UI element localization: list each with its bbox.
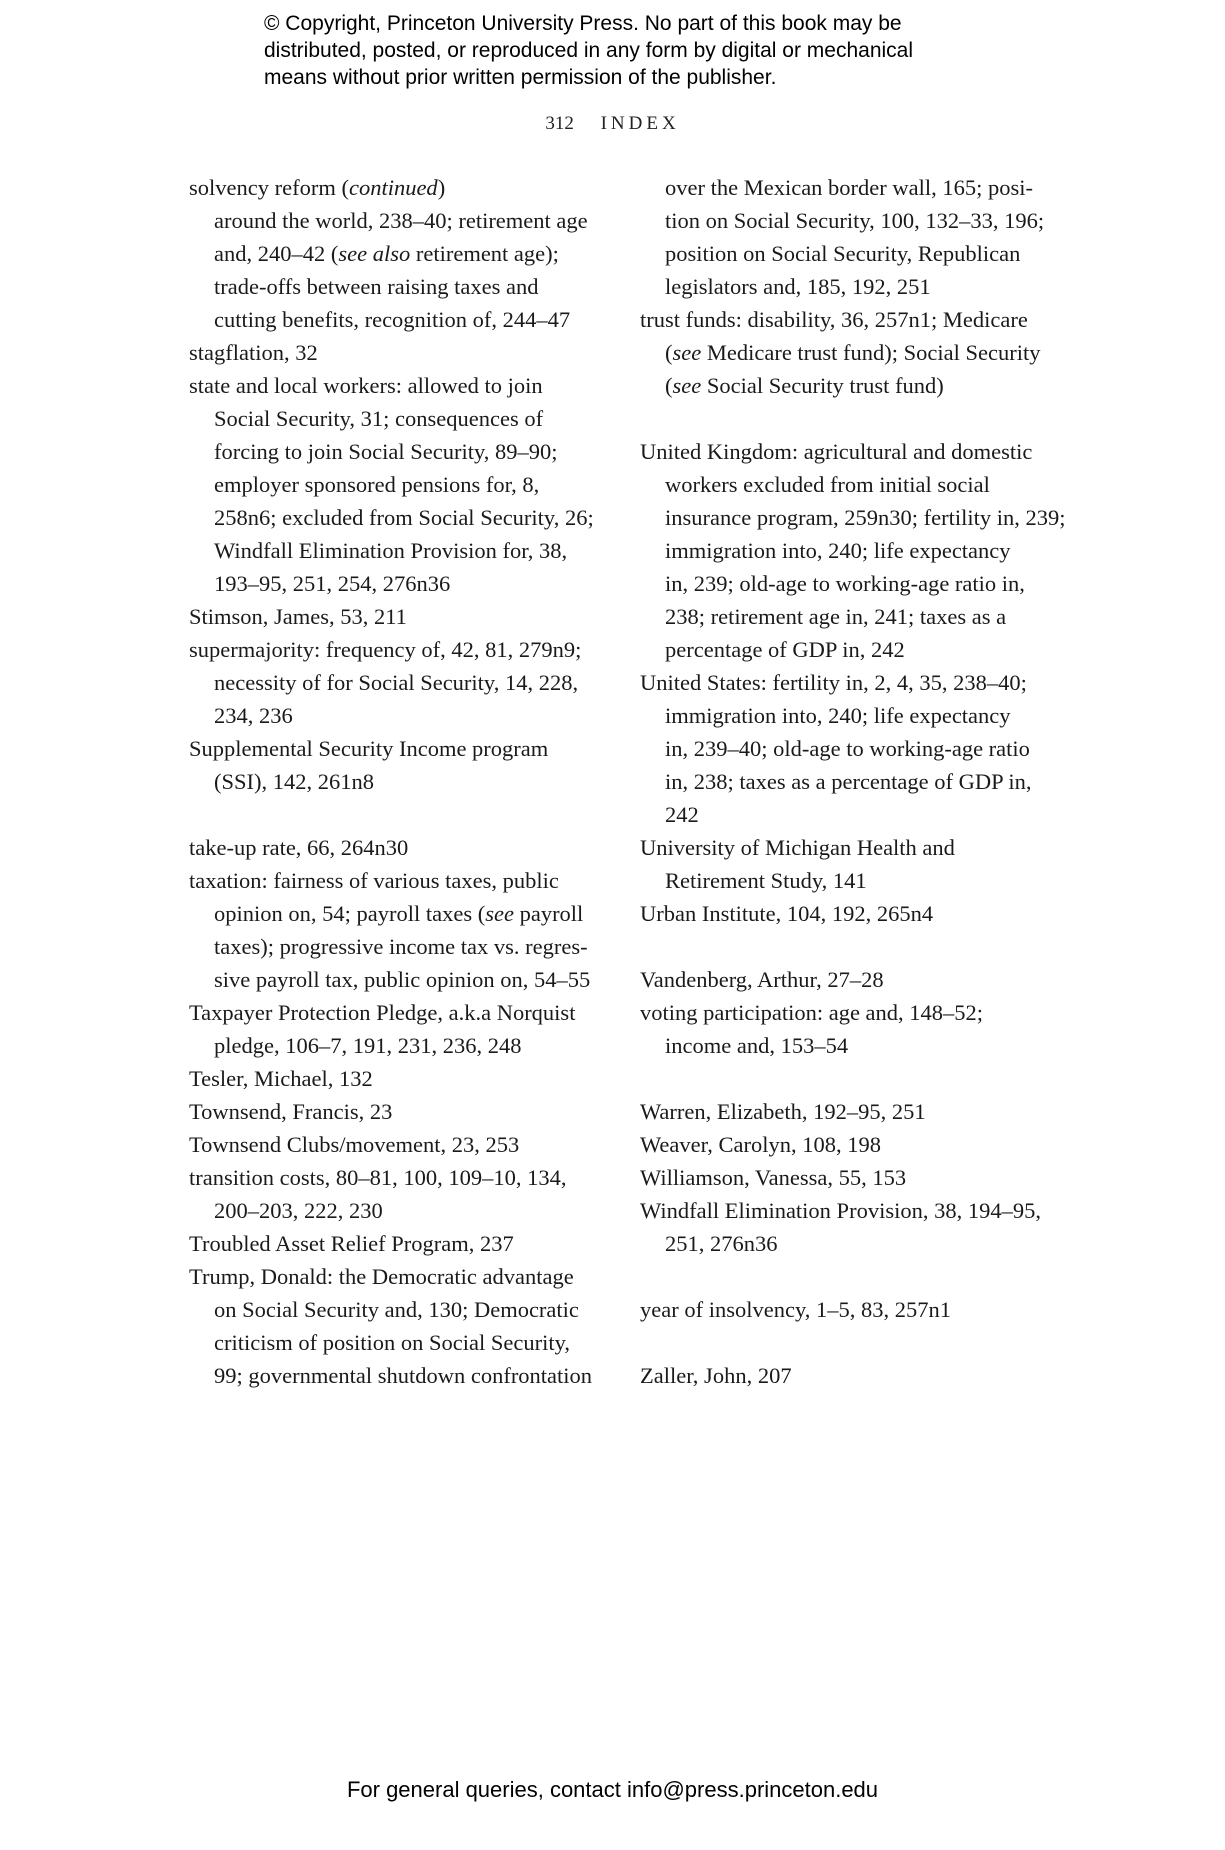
index-subentry: income and, 153–54 (665, 1033, 849, 1058)
index-subentry: position on Social Security, Republican (665, 241, 1021, 266)
index-entry: Williamson, Vanessa, 55, 153 (640, 1165, 907, 1190)
index-entry: Warren, Elizabeth, 192–95, 251 (640, 1099, 926, 1124)
index-subentry: 99; governmental shutdown confrontation (214, 1363, 593, 1388)
index-entry: University of Michigan Health and (640, 835, 955, 860)
index-subentry: legislators and, 185, 192, 251 (665, 274, 931, 299)
index-subentry: pledge, 106–7, 191, 231, 236, 248 (214, 1033, 522, 1058)
index-subentry: immigration into, 240; life expectancy (665, 538, 1011, 563)
footer-contact: For general queries, contact info@press.princeton.edu (346, 1777, 879, 1802)
index-entry: Vandenberg, Arthur, 27–28 (640, 967, 884, 992)
index-subentry: 234, 236 (214, 703, 293, 728)
index-subentry: in, 239–40; old-age to working-age ratio (665, 736, 1030, 761)
cross-reference-italic: see also (338, 241, 411, 266)
letter-gap (640, 402, 1060, 435)
letter-gap (640, 1326, 1060, 1359)
index-subentry: over the Mexican border wall, 165; posi- (665, 175, 1034, 200)
index-subentry: employer sponsored pensions for, 8, (214, 472, 540, 497)
index-subentry: forcing to join Social Security, 89–90; (214, 439, 558, 464)
index-subentry: Retirement Study, 141 (665, 868, 867, 893)
index-subentry: on Social Security and, 130; Democratic (214, 1297, 579, 1322)
index-entry: Tesler, Michael, 132 (189, 1066, 373, 1091)
index-entry: Townsend Clubs/movement, 23, 253 (189, 1132, 520, 1157)
index-subentry: (see Medicare trust fund); Social Security (665, 340, 1041, 365)
index-subentry: 242 (665, 802, 699, 827)
index-entry: year of insolvency, 1–5, 83, 257n1 (640, 1297, 951, 1322)
index-entry: taxation: fairness of various taxes, public (189, 868, 559, 893)
cross-reference-italic: continued (348, 175, 438, 200)
index-entry: take-up rate, 66, 264n30 (189, 835, 409, 860)
index-subentry: workers excluded from initial social (665, 472, 990, 497)
index-column-right (640, 171, 1066, 1392)
index-entry: voting participation: age and, 148–52; (640, 1000, 984, 1025)
index-subentry: in, 239; old-age to working-age ratio in, (665, 571, 1025, 596)
index-entry: Windfall Elimination Provision, 38, 194–95, (640, 1198, 1041, 1223)
index-subentry: and, 240–42 (see also retirement age); (214, 241, 559, 266)
index-entry: Taxpayer Protection Pledge, a.k.a Norquist (189, 1000, 576, 1025)
index-subentry: sive payroll tax, public opinion on, 54–55 (214, 967, 591, 992)
index-entry: Stimson, James, 53, 211 (189, 604, 407, 629)
index-column-left (189, 171, 609, 1392)
index-entry: Townsend, Francis, 23 (189, 1099, 393, 1124)
index-subentry: (SSI), 142, 261n8 (214, 769, 375, 794)
index-subentry: trade-offs between raising taxes and (214, 274, 539, 299)
index-subentry: tion on Social Security, 100, 132–33, 196; (665, 208, 1045, 233)
index-subentry: 238; retirement age in, 241; taxes as a (665, 604, 1007, 629)
index-subentry: Social Security, 31; consequences of (214, 406, 544, 431)
index-entry: Weaver, Carolyn, 108, 198 (640, 1132, 881, 1157)
cross-reference-italic: see (485, 901, 514, 926)
index-subentry: taxes); progressive income tax vs. regres- (214, 934, 588, 959)
index-subentry: cutting benefits, recognition of, 244–47 (214, 307, 571, 332)
index-entry: Zaller, John, 207 (640, 1363, 792, 1388)
index-subentry: immigration into, 240; life expectancy (665, 703, 1011, 728)
index-entry: Urban Institute, 104, 192, 265n4 (640, 901, 934, 926)
letter-gap (189, 798, 609, 831)
copyright-line: distributed, posted, or reproduced in any form by digital or mechanical (264, 39, 914, 62)
index-entry: supermajority: frequency of, 42, 81, 279n9; (189, 637, 582, 662)
index-subentry: (see Social Security trust fund) (665, 373, 944, 398)
index-entry: stagflation, 32 (189, 340, 318, 365)
section-title: INDEX (600, 113, 680, 134)
copyright-notice (264, 10, 1024, 91)
running-head (0, 113, 1225, 135)
index-subentry: criticism of position on Social Security, (214, 1330, 570, 1355)
index-entry: trust funds: disability, 36, 257n1; Medicare (640, 307, 1028, 332)
letter-gap (640, 1260, 1060, 1293)
index-entry: United Kingdom: agricultural and domestic (640, 439, 1033, 464)
index-subentry: necessity of for Social Security, 14, 228, (214, 670, 579, 695)
index-subentry: percentage of GDP in, 242 (665, 637, 905, 662)
copyright-line: means without prior written permission of the publisher. (264, 66, 777, 89)
index-subentry: Windfall Elimination Provision for, 38, (214, 538, 568, 563)
index-entry: Trump, Donald: the Democratic advantage (189, 1264, 574, 1289)
copyright-line: © Copyright, Princeton University Press. No part of this book may be (264, 12, 902, 35)
page-number: 312 (545, 113, 574, 134)
letter-gap (640, 930, 1060, 963)
index-entry: United States: fertility in, 2, 4, 35, 238–40; (640, 670, 1027, 695)
index-entry (189, 171, 609, 204)
index-entry: state and local workers: allowed to join (189, 373, 543, 398)
index-subentry: 258n6; excluded from Social Security, 26; (214, 505, 594, 530)
index-subentry: opinion on, 54; payroll taxes (see payroll (214, 901, 584, 926)
letter-gap (640, 1062, 1060, 1095)
cross-reference-italic: see (672, 340, 702, 365)
index-subentry: 251, 276n36 (665, 1231, 778, 1256)
index-entry: transition costs, 80–81, 100, 109–10, 134, (189, 1165, 567, 1190)
index-subentry: 200–203, 222, 230 (214, 1198, 383, 1223)
entry-text: solvency reform (continued) (189, 175, 446, 200)
index-subentry: 193–95, 251, 254, 276n36 (214, 571, 451, 596)
index-subentry: around the world, 238–40; retirement age (214, 208, 588, 233)
index-entry: Supplemental Security Income program (189, 736, 549, 761)
index-subentry: insurance program, 259n30; fertility in, 239; (665, 505, 1066, 530)
index-entry: Troubled Asset Relief Program, 237 (189, 1231, 514, 1256)
cross-reference-italic: see (672, 373, 702, 398)
index-subentry: in, 238; taxes as a percentage of GDP in, (665, 769, 1032, 794)
